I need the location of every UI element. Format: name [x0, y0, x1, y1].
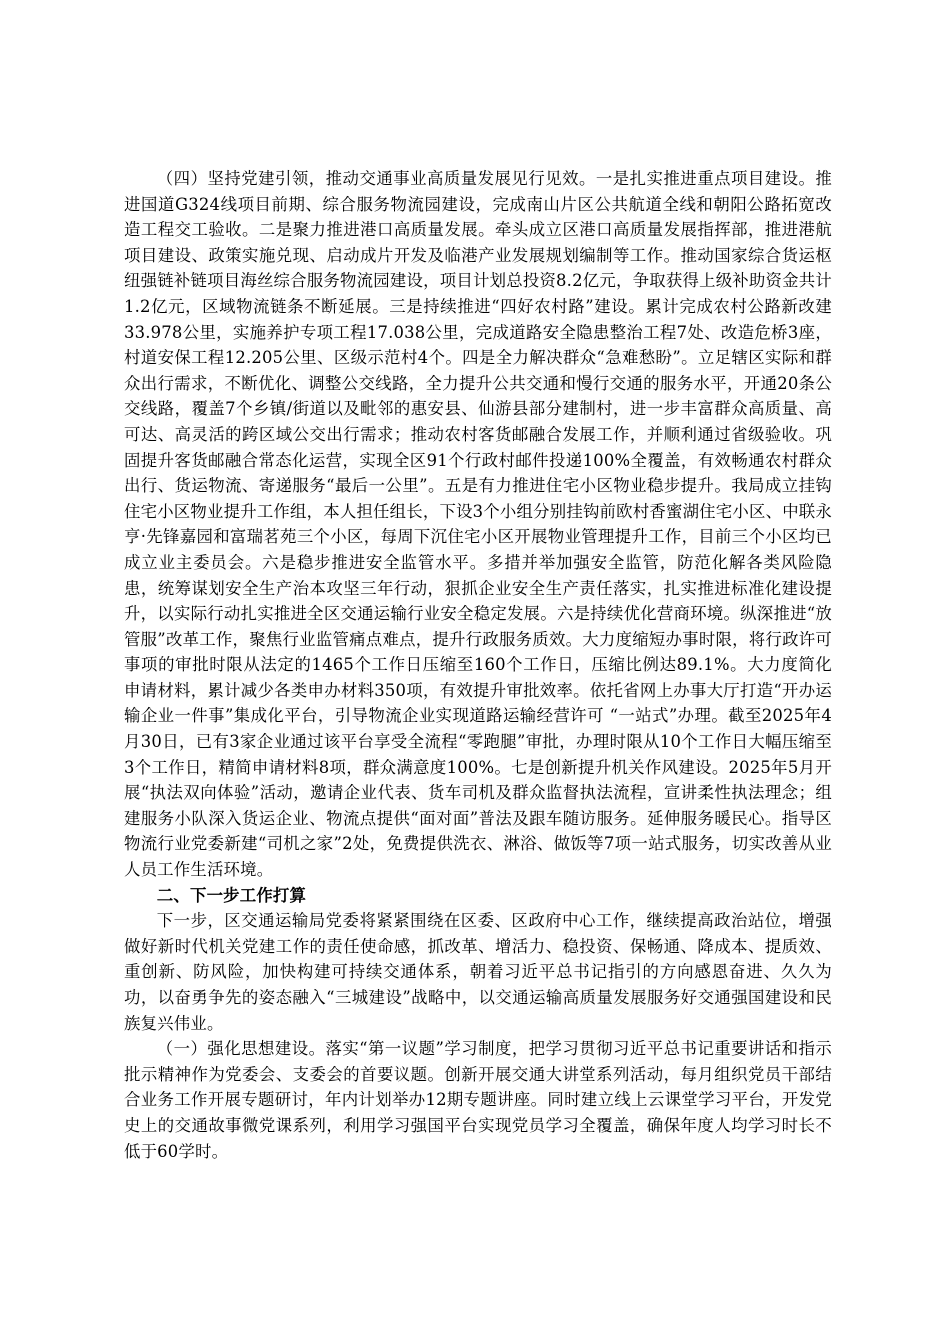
document-page: [124, 166, 832, 1164]
section-heading-next-steps: 二、下一步工作打算: [156, 885, 307, 905]
paragraph-ideological-building: （一）强化思想建设。落实“第一议题”学习制度，把学习贯彻习近平总书记重要讲话和指示批示精神作为党委会、支委会的首要议题。创新开展交通大讲堂系列活动，每月组织党员干部结合业务工作开展专题研讨，年内计划举办12期专题讲座。同时建立线上云课堂学习平台，开发党史上的交通故事微党课系列，利用学习强国平台实现党员学习全覆盖，确保年度人均学习时长不低于60学时。: [124, 1039, 832, 1161]
paragraph-next-steps-intro: 下一步，区交通运输局党委将紧紧围绕在区委、区政府中心工作，继续提高政治站位，增强做好新时代机关党建工作的责任使命感，抓改革、增活力、稳投资、保畅通、降成本、提质效、重创新、防风险，加快构建可持续交通体系，朝着习近平总书记指引的方向感恩奋进、久久为功，以奋勇争先的姿态融入“三城建设”战略中，以交通运输高质量发展服务好交通强国建设和民族复兴伟业。: [124, 911, 832, 1033]
paragraph-party-building-achievements: （四）坚持党建引领，推动交通事业高质量发展见行见效。一是扎实推进重点项目建设。推进国道G324线项目前期、综合服务物流园建设，完成南山片区公共航道全线和朝阳公路拓宽改造工程交工验收。二是聚力推进港口高质量发展。牵头成立区港口高质量发展指挥部，推进港航项目建设、政策实施兑现、启动成片开发及临港产业发展规划编制等工作。推动国家综合货运枢纽强链补链项目海丝综合服务物流园建设，项目计划总投资8.2亿元，争取获得上级补助资金共计1.2亿元，区域物流链条不断延展。三是持续推进“四好农村路”建设。累计完成农村公路新改建33.978公里，实施养护专项工程17.038公里，完成道路安全隐患整治工程7处、改造危桥3座，村道安保工程12.205公里、区级示范村4个。四是全力解决群众“急难愁盼”。立足辖区实际和群众出行需求，不断优化、调整公交线路，全力提升公共交通和慢行交通的服务水平，开通20条公交线路，覆盖7个乡镇/街道以及毗邻的惠安县、仙游县部分建制村，进一步丰富群众高质量、高可达、高灵活的跨区域公交出行需求；推动农村客货邮融合发展工作，并顺利通过省级验收。巩固提升客货邮融合常态化运营，实现全区91个行政村邮件投递100%全覆盖，有效畅通农村群众出行、货运物流、寄递服务“最后一公里”。五是有力推进住宅小区物业稳步提升。我局成立挂钩住宅小区物业提升工作组，本人担任组长，下设3个小组分别挂钩前欧村香蜜湖住宅小区、中联永亨·先锋嘉园和富瑞茗苑三个小区，每周下沉住宅小区开展物业管理提升工作，目前三个小区均已成立业主委员会。六是稳步推进安全监管水平。多措并举加强安全监管，防范化解各类风险隐患，统筹谋划安全生产治本攻坚三年行动，狠抓企业安全生产责任落实，扎实推进标准化建设提升，以实际行动扎实推进全区交通运输行业安全稳定发展。六是持续优化营商环境。纵深推进“放管服”改革工作，聚焦行业监管痛点难点，提升行政服务质效。大力度缩短办事时限，将行政许可事项的审批时限从法定的1465个工作日压缩至160个工作日，压缩比例达89.1%。大力度简化申请材料，累计减少各类申办材料350项，有效提升审批效率。依托省网上办事大厅打造“开办运输企业一件事”集成化平台，引导物流企业实现道路运输经营许可 “一站式”办理。截至2025年4月30日，已有3家企业通过该平台享受全流程“零跑腿”审批，办理时限从10个工作日大幅压缩至3个工作日，精简申请材料8项，群众满意度100%。七是创新提升机关作风建设。2025年5月开展“执法双向体验”活动，邀请企业代表、货车司机及群众监督执法流程，宣讲柔性执法理念；组建服务小队深入货运企业、物流点提供“面对面”普法及跟车随访服务。延伸服务暖民心。指导区物流行业党委新建“司机之家”2处，免费提供洗衣、淋浴、做饭等7项一站式服务，切实改善从业人员工作生活环境。: [124, 169, 832, 880]
